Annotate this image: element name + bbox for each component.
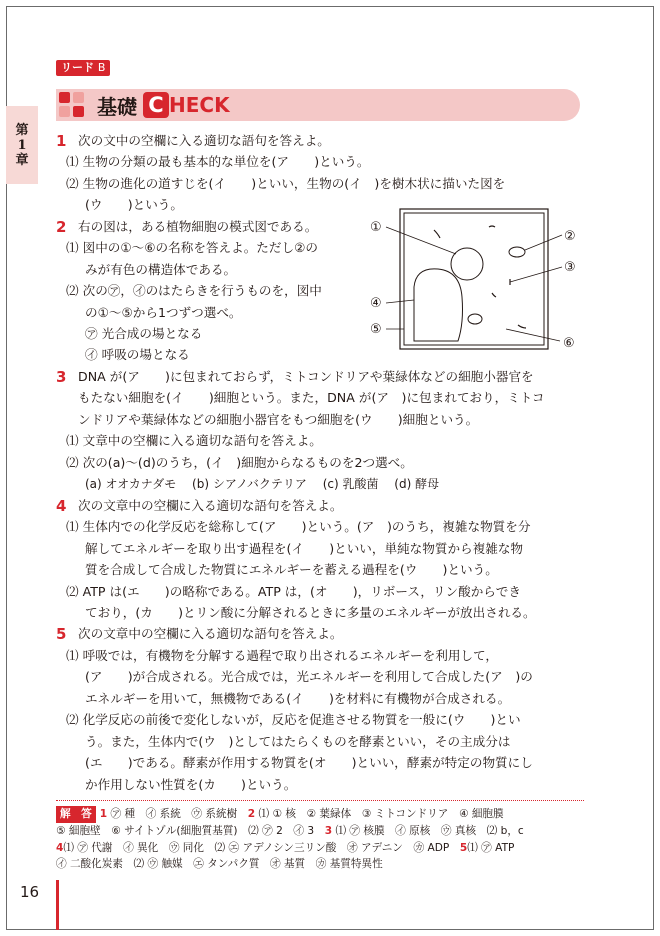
- chloroplast: [468, 314, 482, 324]
- question-text: DNA が(ア )に包まれておらず，ミトコンドリアや葉緑体などの細胞小器官を: [78, 369, 534, 384]
- diagram-label: ④: [370, 296, 382, 311]
- question-text: ⑵ 化学反応の前後で変化しないが，反応を促進させる物質を一般に(ウ )とい: [66, 712, 521, 727]
- question-text: 質を合成して合成した物質にエネルギーを蓄える過程を(ウ )という。: [85, 562, 498, 577]
- question-text: ⑵ 次の(a)～(d)のうち，(イ )細胞からなるものを2つ選べ。: [66, 455, 413, 470]
- chapter-tab-char: 章: [15, 152, 29, 168]
- question-text: ⑴ 生体内での化学反応を総称して(ア )という。(ア )のうち，複雑な物質を分: [66, 519, 531, 534]
- question-text: う。また，生体内で(ウ )としてはたらくものを酵素といい，その主成分は: [85, 734, 511, 749]
- plant-cell-diagram: [366, 205, 582, 355]
- diagram-label: ⑤: [370, 322, 382, 337]
- leader-line: [386, 227, 456, 254]
- question-text: もたない細胞を(イ )細胞という。また，DNA が(ア )に包まれており，ミトコ: [78, 390, 545, 405]
- question-number: 5: [56, 625, 67, 643]
- answer-text: ㋐ 種 ㋑ 系統 ㋒ 系統樹: [110, 808, 248, 820]
- question-text: 次の文中の空欄に入る適切な語句を答えよ。: [78, 133, 330, 148]
- question-text: ⑵ 生物の進化の道すじを(イ )といい，生物の(イ )を樹木状に描いた図を: [66, 176, 506, 191]
- page-number: 16: [20, 883, 40, 901]
- diagram-label: ②: [564, 229, 576, 244]
- diagram-label: ③: [564, 260, 576, 275]
- answer-text: ⑴ ㋐ 代謝 ㋑ 異化 ㋒ 同化 ⑵ ㋓ アデノシン三リン酸 ㋔ アデニン ㋕ ADP: [63, 841, 460, 854]
- question-text: ⑵ 次の㋐，㋑のはたらきを行うものを，図中: [66, 283, 322, 298]
- lead-level: B: [97, 61, 106, 74]
- question-text: ⑵ ATP は(エ )の略称である。ATP は，(オ )，リボース，リン酸からでき: [66, 584, 521, 599]
- question-number: 3: [56, 368, 67, 386]
- diagram-label: ⑥: [563, 336, 575, 351]
- answer-text: ⑤ 細胞壁 ⑥ サイトゾル(細胞質基質) ⑵ ㋐ 2 ㋑ 3: [56, 824, 325, 837]
- answer-section: [56, 806, 524, 873]
- answer-badge: 解 答: [56, 806, 96, 823]
- lead-label: リード: [61, 61, 94, 74]
- answer-number: 4: [56, 841, 64, 854]
- answer-number: 2: [247, 808, 256, 820]
- answer-line: [56, 823, 524, 840]
- answer-line: [56, 856, 524, 873]
- answer-line: [56, 840, 524, 857]
- answer-text: ⑴ ㋐ ATP: [467, 841, 515, 854]
- leader-line: [510, 267, 562, 282]
- question-text: ⑴ 呼吸では，有機物を分解する過程で取り出されるエネルギーを利用して，: [66, 648, 498, 663]
- question-text: エネルギーを用いて，無機物である(イ )を材料に有機物が合成される。: [85, 691, 511, 706]
- question-text: の①～⑤から1つずつ選べ。: [85, 305, 242, 320]
- vacuole: [414, 269, 463, 341]
- question-text: 右の図は，ある植物細胞の模式図である。: [78, 219, 318, 234]
- question-text: (ア )が合成される。光合成では，光エネルギーを利用して合成した(ア )の: [85, 669, 533, 684]
- lead-badge: [56, 60, 110, 76]
- question-text: ており，(カ )とリン酸に分解されるときに多量のエネルギーが放出される。: [85, 605, 536, 620]
- section-title: [97, 90, 230, 120]
- leader-line: [506, 329, 560, 341]
- answer-separator: [56, 800, 584, 801]
- answer-number: 1: [99, 808, 108, 820]
- answer-text: ⑴ ㋐ 核膜 ㋑ 原核 ㋒ 真核 ⑵ b，c: [335, 824, 524, 837]
- question-text: か作用しない性質を(カ )という。: [85, 777, 297, 792]
- question-text: みが有色の構造体である。: [85, 262, 237, 277]
- answer-number: 5: [459, 841, 468, 854]
- chloroplast: [509, 247, 525, 257]
- question-text: ⑴ 図中の①～⑥の名称を答えよ。ただし②の: [66, 240, 318, 255]
- cell-membrane: [404, 213, 544, 345]
- question-text: ⑴ 生物の分類の最も基本的な単位を(ア )という。: [66, 154, 370, 169]
- question-text: (エ )である。酵素が作用する物質を(オ )といい，酵素が特定の物質にし: [85, 755, 533, 770]
- question-number: 2: [56, 218, 67, 236]
- answer-number: 3: [324, 824, 333, 837]
- question-text: ⑴ 文章中の空欄に入る適切な語句を答えよ。: [66, 433, 322, 448]
- question-text: 解してエネルギーを取り出す過程を(イ )といい，単純な物質から複雑な物: [85, 541, 524, 556]
- organelle: [489, 226, 495, 227]
- chapter-tab: [6, 106, 38, 184]
- section-title-rest: HECK: [169, 93, 230, 117]
- organelle: [492, 293, 496, 297]
- answer-text: ㋑ 二酸化炭素 ⑵ ㋒ 触媒 ㋓ タンパク質 ㋔ 基質 ㋕ 基質特異性: [56, 858, 383, 871]
- question-text: 次の文章中の空欄に入る適切な語句を答えよ。: [78, 498, 343, 513]
- section-title-c: C: [143, 92, 169, 118]
- question-text: (ウ )という。: [85, 197, 183, 212]
- page-number-bar: [56, 880, 59, 930]
- grid-icon: [59, 92, 85, 118]
- diagram-label: ①: [370, 220, 382, 235]
- question-text: ㋑ 呼吸の場となる: [85, 347, 190, 362]
- question-text: ンドリアや葉緑体などの細胞小器官をもつ細胞を(ウ )細胞という。: [78, 412, 479, 427]
- nucleus: [451, 248, 483, 280]
- answer-text: ⑴ ① 核 ② 葉緑体 ③ ミトコンドリア ④ 細胞膜: [258, 808, 504, 820]
- organelle: [434, 230, 440, 238]
- section-title-prefix: 基礎: [97, 94, 137, 119]
- question-text: (a) オオカナダモ (b) シアノバクテリア (c) 乳酸菌 (d) 酵母: [85, 477, 440, 491]
- answer-line: [56, 806, 524, 823]
- chapter-tab-number: 1: [17, 137, 27, 153]
- question-text: 次の文章中の空欄に入る適切な語句を答えよ。: [78, 626, 343, 641]
- question-number: 4: [56, 497, 67, 515]
- question-text: ㋐ 光合成の場となる: [85, 326, 203, 341]
- chapter-tab-char: 第: [15, 122, 29, 138]
- question-number: 1: [56, 132, 67, 150]
- organelle: [518, 325, 526, 328]
